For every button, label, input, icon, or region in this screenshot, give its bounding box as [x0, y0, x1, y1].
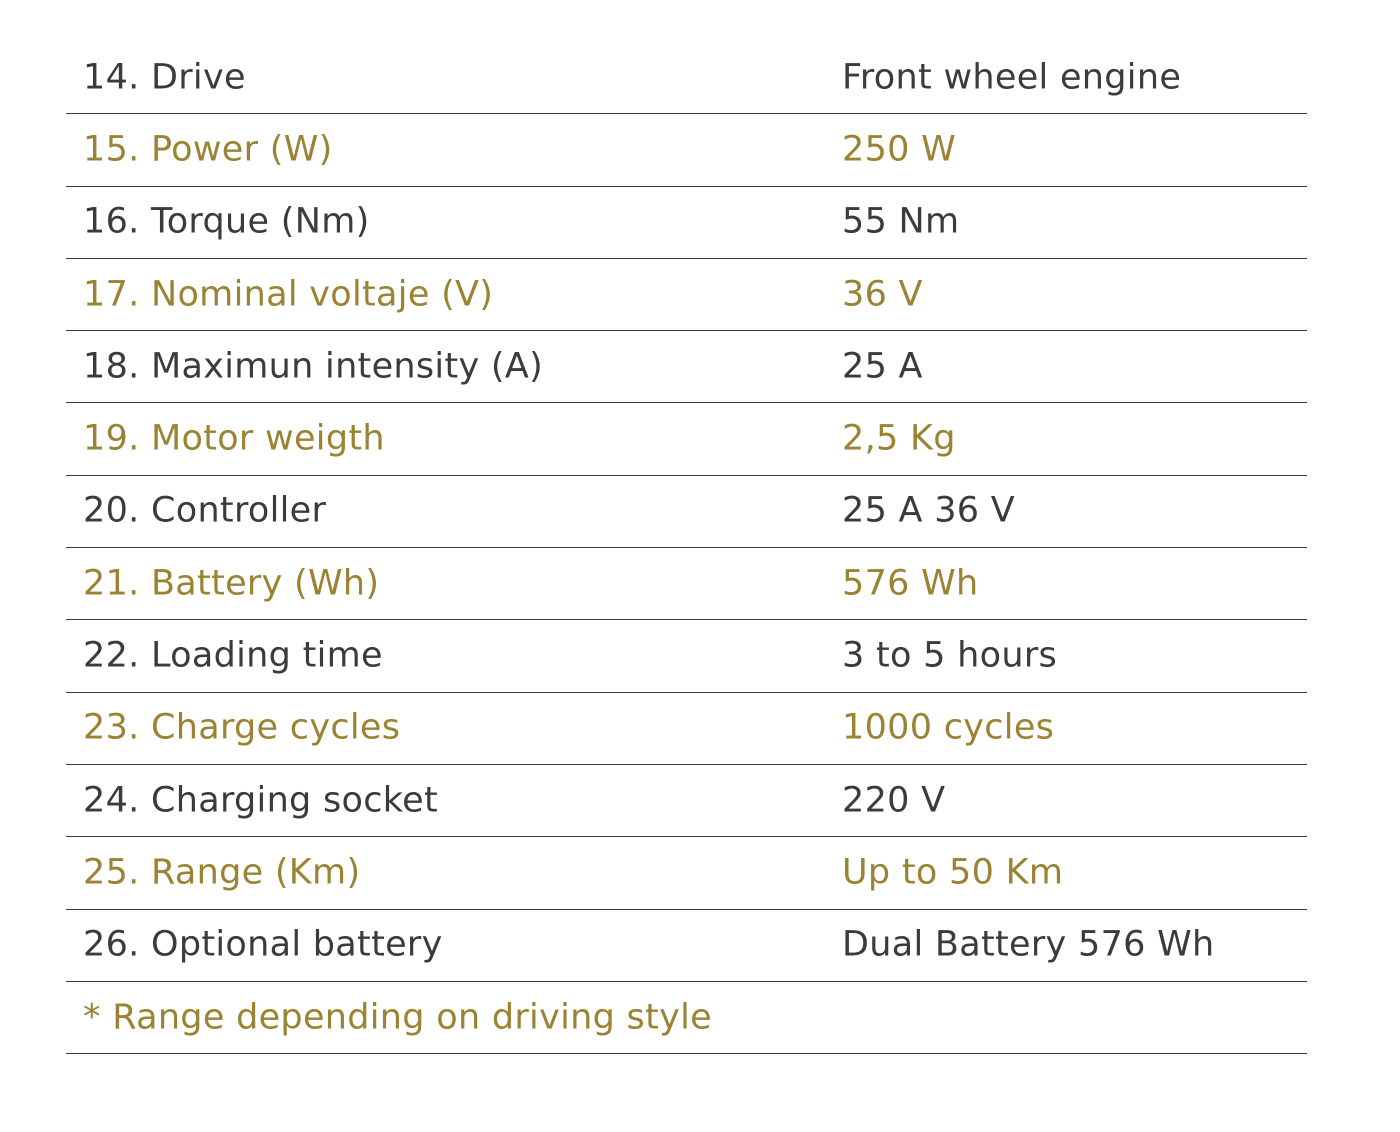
- spec-label: 16. Torque (Nm): [83, 201, 370, 242]
- footnote-row: [66, 982, 1307, 1054]
- spec-row-torque: [66, 187, 1307, 259]
- spec-value: 25 A 36 V: [842, 490, 1016, 531]
- spec-value: 1000 cycles: [842, 707, 1055, 748]
- spec-row-loading-time: [66, 620, 1307, 692]
- spec-value: 36 V: [842, 274, 923, 315]
- spec-row-drive: [66, 42, 1307, 114]
- spec-value: 576 Wh: [842, 563, 979, 604]
- spec-row-range: [66, 837, 1307, 909]
- spec-value: 55 Nm: [842, 201, 960, 242]
- footnote: * Range depending on driving style: [83, 997, 712, 1037]
- spec-row-optional-battery: [66, 910, 1307, 982]
- spec-label: 22. Loading time: [83, 635, 383, 676]
- spec-row-max-intensity: [66, 331, 1307, 403]
- spec-label: 18. Maximun intensity (A): [83, 346, 544, 387]
- spec-label: 23. Charge cycles: [83, 707, 401, 748]
- spec-table: [66, 42, 1307, 1054]
- spec-label: 15. Power (W): [83, 129, 333, 170]
- spec-label: 20. Controller: [83, 490, 327, 531]
- spec-label: 14. Drive: [83, 57, 246, 98]
- spec-label: 24. Charging socket: [83, 780, 438, 821]
- spec-row-nominal-voltage: [66, 259, 1307, 331]
- spec-row-charge-cycles: [66, 693, 1307, 765]
- spec-label: 19. Motor weigth: [83, 418, 385, 459]
- spec-label: 17. Nominal voltaje (V): [83, 274, 494, 315]
- spec-row-motor-weight: [66, 403, 1307, 475]
- spec-value: Up to 50 Km: [842, 852, 1064, 893]
- spec-row-battery: [66, 548, 1307, 620]
- spec-label: 25. Range (Km): [83, 852, 361, 893]
- spec-row-power: [66, 114, 1307, 186]
- spec-row-controller: [66, 476, 1307, 548]
- spec-label: 21. Battery (Wh): [83, 563, 380, 604]
- spec-value: 25 A: [842, 346, 923, 387]
- spec-value: 2,5 Kg: [842, 418, 956, 459]
- spec-value: 250 W: [842, 129, 957, 170]
- spec-label: 26. Optional battery: [83, 924, 443, 965]
- spec-value: 3 to 5 hours: [842, 635, 1058, 676]
- spec-value: Dual Battery 576 Wh: [842, 924, 1215, 965]
- spec-row-charging-socket: [66, 765, 1307, 837]
- spec-value: Front wheel engine: [842, 57, 1182, 98]
- spec-value: 220 V: [842, 780, 946, 821]
